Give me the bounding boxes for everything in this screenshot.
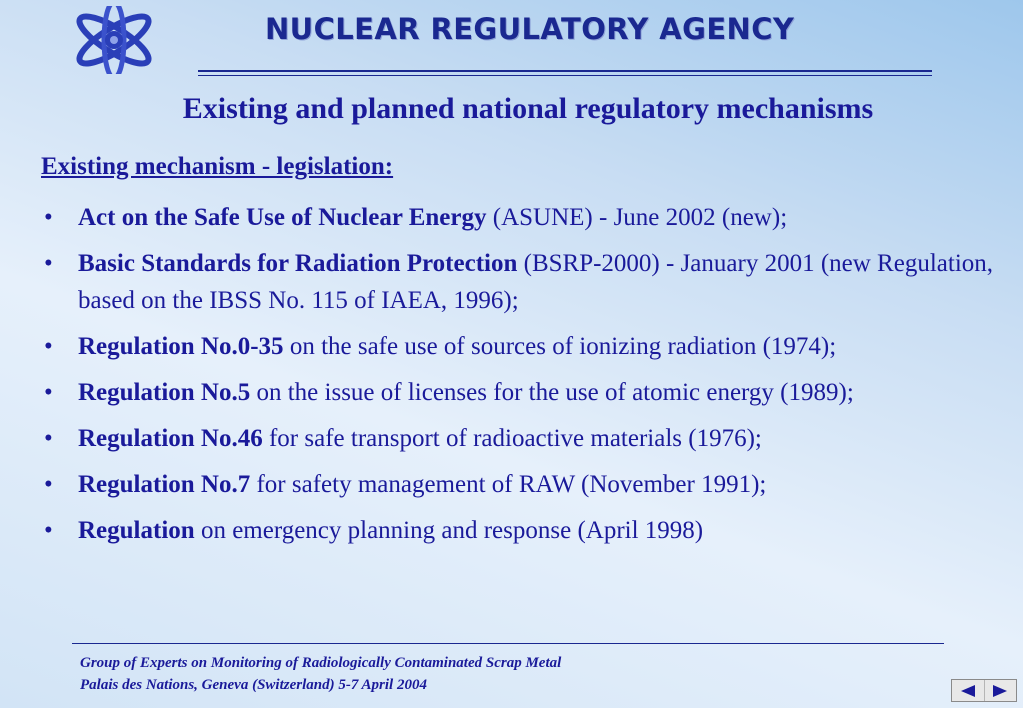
list-item xyxy=(40,420,1015,457)
section-subheading: Existing mechanism - legislation: xyxy=(41,153,394,180)
triangle-left-icon xyxy=(959,684,977,698)
item-title: Regulation No.46 xyxy=(78,425,263,452)
item-text: for safety management of RAW (November 1991); xyxy=(250,471,767,498)
footer-line-event: Group of Experts on Monitoring of Radiologically Contaminated Scrap Metal xyxy=(80,655,562,671)
list-item xyxy=(40,328,1015,365)
footer xyxy=(80,652,561,696)
bullet-icon: • xyxy=(44,379,53,406)
item-title: Basic Standards for Radiation Protection xyxy=(78,250,518,277)
header-rule-top xyxy=(198,70,932,72)
triangle-right-icon xyxy=(991,684,1009,698)
list-item xyxy=(40,374,1015,411)
slide-navigation xyxy=(951,679,1017,702)
previous-slide-button[interactable] xyxy=(952,680,984,701)
header-rule-bottom xyxy=(198,75,932,76)
slide-title: Existing and planned national regulatory mechanisms xyxy=(182,92,874,125)
item-title: Act on the Safe Use of Nuclear Energy xyxy=(78,204,487,231)
list-item xyxy=(40,245,1015,319)
atom-logo-icon xyxy=(70,6,158,74)
bullet-icon: • xyxy=(44,204,53,231)
bullet-icon: • xyxy=(44,517,53,544)
item-title: Regulation xyxy=(78,517,195,544)
bullet-icon: • xyxy=(44,425,53,452)
item-text: on the issue of licenses for the use of atomic energy (1989); xyxy=(250,379,854,406)
footer-rule xyxy=(72,643,944,644)
item-title: Regulation No.5 xyxy=(78,379,251,406)
list-item xyxy=(40,199,1015,236)
bullet-icon: • xyxy=(44,471,53,498)
list-item xyxy=(40,512,1015,549)
footer-line-venue: Palais des Nations, Geneva (Switzerland) 5-7 April 2004 xyxy=(80,677,427,693)
next-slide-button[interactable] xyxy=(984,680,1017,701)
item-title: Regulation No.7 xyxy=(78,471,251,498)
list-item xyxy=(40,466,1015,503)
item-title: Regulation No.0-35 xyxy=(78,333,284,360)
legislation-list xyxy=(40,199,1015,558)
agency-name: NUCLEAR REGULATORY AGENCY xyxy=(265,12,795,46)
item-text: on emergency planning and response (April 1998) xyxy=(194,517,704,544)
item-text: for safe transport of radioactive materials (1976); xyxy=(262,425,762,452)
item-text: on the safe use of sources of ionizing radiation (1974); xyxy=(283,333,837,360)
bullet-icon: • xyxy=(44,333,53,360)
bullet-icon: • xyxy=(44,250,53,277)
item-text: (ASUNE) - June 2002 (new); xyxy=(486,204,788,231)
item-text: (BSRP-2000) - January 2001 (new Regulation, based on the IBSS No. 115 of IAEA, 1996); xyxy=(78,250,994,314)
